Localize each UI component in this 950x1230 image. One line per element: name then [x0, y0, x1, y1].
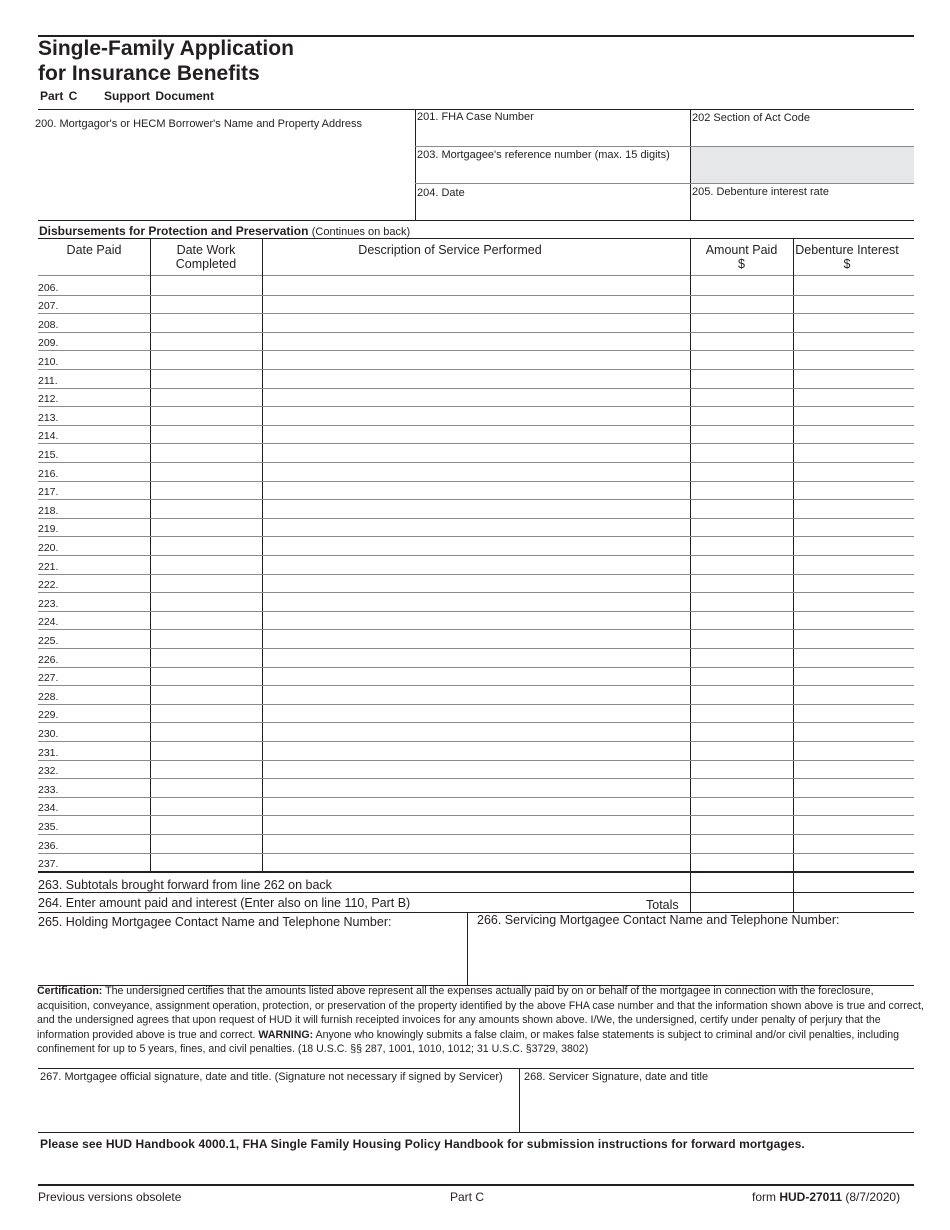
row-number-label: 217. [38, 486, 59, 498]
table-divider-description [690, 238, 691, 912]
form-title-line2: for Insurance Benefits [38, 62, 260, 85]
row-number-label: 213. [38, 412, 59, 424]
row-number-label: 221. [38, 561, 59, 573]
row-number-label: 207. [38, 300, 59, 312]
table-row[interactable] [38, 778, 914, 779]
row-number-label: 235. [38, 821, 59, 833]
footer-form-date: (8/7/2020) [842, 1190, 901, 1204]
table-row[interactable] [38, 350, 914, 351]
table-row[interactable] [38, 518, 914, 519]
table-row[interactable] [38, 536, 914, 537]
column-header-amount-line1: Amount Paid [705, 243, 778, 257]
footer-previous-versions: Previous versions obsolete [38, 1190, 182, 1204]
table-header-bottom-rule [38, 275, 914, 276]
field-203-mortgagee-reference-number[interactable]: 203. Mortgagee's reference number (max. 15 digits) [417, 149, 670, 161]
header-block-bottom-rule [38, 220, 914, 221]
field-205-debenture-interest-rate[interactable]: 205. Debenture interest rate [692, 186, 829, 198]
table-row[interactable] [38, 815, 914, 816]
certification-body-2: Anyone who knowingly submits a false claim, or makes false statements is subject to criminal and/or civil penalties, including confinement for up to 5 years, fines, and civil penalties. (18 U.S.C. §§ 287, 1001, 1010, 1012; 31 U.S.C. §3729, 3802) [37, 1028, 900, 1056]
row-number-label: 224. [38, 616, 59, 628]
table-row[interactable] [38, 574, 914, 575]
signatures-bottom-rule [38, 1132, 914, 1133]
field-263-subtotals: 263. Subtotals brought forward from line 262 on back [38, 878, 332, 892]
table-row[interactable] [38, 369, 914, 370]
part-title: Support Document [104, 89, 215, 103]
column-header-description-label: Description of Service Performed [358, 243, 542, 257]
totals-middle-rule [38, 892, 914, 893]
part-label: Part C [40, 89, 78, 103]
warning-label: WARNING: [258, 1028, 314, 1041]
row-number-label: 216. [38, 468, 59, 480]
table-row[interactable] [38, 760, 914, 761]
table-header-top-rule [38, 238, 914, 239]
row-number-label: 227. [38, 672, 59, 684]
disbursements-heading-title: Disbursements for Protection and Preservation [39, 224, 309, 238]
table-row[interactable] [38, 611, 914, 612]
column-header-amount-line2: $ [738, 257, 745, 271]
footer-form-number: HUD-27011 [779, 1190, 843, 1204]
contacts-divider [467, 912, 468, 985]
header-divider-1 [415, 109, 416, 220]
table-row[interactable] [38, 741, 914, 742]
row-number-label: 228. [38, 691, 59, 703]
row-number-label: 234. [38, 802, 59, 814]
row-number-label: 206. [38, 282, 59, 294]
header-row-rule-2 [415, 183, 914, 184]
row-number-label: 212. [38, 393, 59, 405]
table-row[interactable] [38, 406, 914, 407]
column-header-interest-line2: $ [843, 257, 851, 271]
disbursements-heading-note: (Continues on back) [311, 226, 411, 238]
row-number-label: 230. [38, 728, 59, 740]
totals-label: Totals [646, 898, 679, 912]
column-header-date-work-completed [150, 243, 262, 271]
field-203-right-shaded-cell [690, 146, 914, 183]
field-202-section-of-act-code[interactable]: 202 Section of Act Code [692, 112, 811, 124]
header-row-rule-1 [415, 146, 914, 147]
table-row[interactable] [38, 481, 914, 482]
certification-body-1: The undersigned certifies that the amounts listed above represent all the expenses actually paid by on or behalf of the mortgagee in connection with the foreclosure, acquisition, conveyance, assignment operation, protection, or preservation of the property identified by the above FHA case number and that the information shown above is true and correct, and the undersigned agrees that upon request of HUD it will furnish receipted invoices for any amounts shown above. I/We, the undersigned, certify under penalty of perjury that the information provided above is true and correct. [37, 985, 924, 1041]
totals-top-rule [38, 872, 914, 873]
column-header-date-paid [38, 243, 150, 257]
footer-rule [38, 1184, 914, 1186]
table-row[interactable] [38, 685, 914, 686]
field-264-enter-amount-paid: 264. Enter amount paid and interest (Enter also on line 110, Part B) [38, 896, 411, 910]
column-header-date-paid-label: Date Paid [66, 243, 122, 257]
row-number-label: 208. [38, 319, 59, 331]
table-row[interactable] [38, 499, 914, 500]
field-201-fha-case-number[interactable]: 201. FHA Case Number [417, 111, 534, 123]
row-number-label: 214. [38, 430, 59, 442]
table-row[interactable] [38, 332, 914, 333]
form-title [38, 36, 294, 86]
field-204-date[interactable]: 204. Date [417, 187, 465, 199]
field-266-servicing-mortgagee-contact[interactable]: 266. Servicing Mortgagee Contact Name and Telephone Number: [477, 913, 840, 927]
table-divider-amount [793, 238, 794, 912]
row-number-label: 209. [38, 337, 59, 349]
header-block-top-rule [38, 109, 914, 110]
row-number-label: 225. [38, 635, 59, 647]
row-number-label: 233. [38, 784, 59, 796]
row-number-label: 231. [38, 747, 59, 759]
table-row[interactable] [38, 462, 914, 463]
table-row[interactable] [38, 629, 914, 630]
column-header-interest-line1: Debenture Interest [795, 243, 899, 257]
table-row[interactable] [38, 592, 914, 593]
row-number-label: 229. [38, 709, 59, 721]
form-subtitle [40, 89, 214, 103]
row-number-label: 236. [38, 840, 59, 852]
header-divider-2 [690, 109, 691, 220]
column-header-date-work-line1: Date Work [176, 243, 236, 257]
row-number-label: 220. [38, 542, 59, 554]
column-header-description [262, 243, 638, 257]
row-number-label: 222. [38, 579, 59, 591]
row-number-label: 215. [38, 449, 59, 461]
row-number-label: 210. [38, 356, 59, 368]
table-row[interactable] [38, 853, 914, 854]
footer-form-prefix: form [752, 1190, 780, 1204]
signatures-top-rule [38, 1068, 914, 1069]
signatures-divider [519, 1068, 520, 1132]
row-number-label: 237. [38, 858, 59, 870]
form-title-line1: Single-Family Application [38, 37, 294, 60]
column-header-debenture-interest [793, 243, 901, 271]
row-number-label: 218. [38, 505, 59, 517]
table-row[interactable] [38, 648, 914, 649]
column-header-date-work-line2: Completed [175, 257, 237, 271]
row-number-label: 226. [38, 654, 59, 666]
table-row[interactable] [38, 443, 914, 444]
table-row[interactable] [38, 313, 914, 314]
footer-form-id [752, 1190, 900, 1204]
field-200-borrower-name-address[interactable]: 200. Mortgagor's or HECM Borrower's Name and Property Address [35, 118, 362, 130]
disbursements-heading [39, 224, 410, 238]
submission-instructions: Please see HUD Handbook 4000.1, FHA Single Family Housing Policy Handbook for submission instructions for forward mortgages. [40, 1137, 805, 1151]
table-row[interactable] [38, 797, 914, 798]
row-number-label: 219. [38, 523, 59, 535]
table-row[interactable] [38, 834, 914, 835]
row-number-label: 223. [38, 598, 59, 610]
table-row[interactable] [38, 388, 914, 389]
table-row[interactable] [38, 555, 914, 556]
column-header-amount-paid [690, 243, 793, 271]
field-267-mortgagee-signature[interactable]: 267. Mortgagee official signature, date and title. (Signature not necessary if signed by Servicer) [40, 1071, 503, 1083]
row-number-label: 232. [38, 765, 59, 777]
table-row[interactable] [38, 295, 914, 296]
field-265-holding-mortgagee-contact[interactable]: 265. Holding Mortgagee Contact Name and Telephone Number: [38, 915, 392, 929]
certification-label: Certification: [37, 985, 103, 997]
field-268-servicer-signature[interactable]: 268. Servicer Signature, date and title [524, 1071, 709, 1083]
table-row[interactable] [38, 704, 914, 705]
table-row[interactable] [38, 425, 914, 426]
row-number-label: 211. [38, 375, 58, 387]
certification-text [37, 984, 925, 1057]
table-row[interactable] [38, 667, 914, 668]
table-row[interactable] [38, 722, 914, 723]
footer-part: Part C [450, 1190, 485, 1204]
